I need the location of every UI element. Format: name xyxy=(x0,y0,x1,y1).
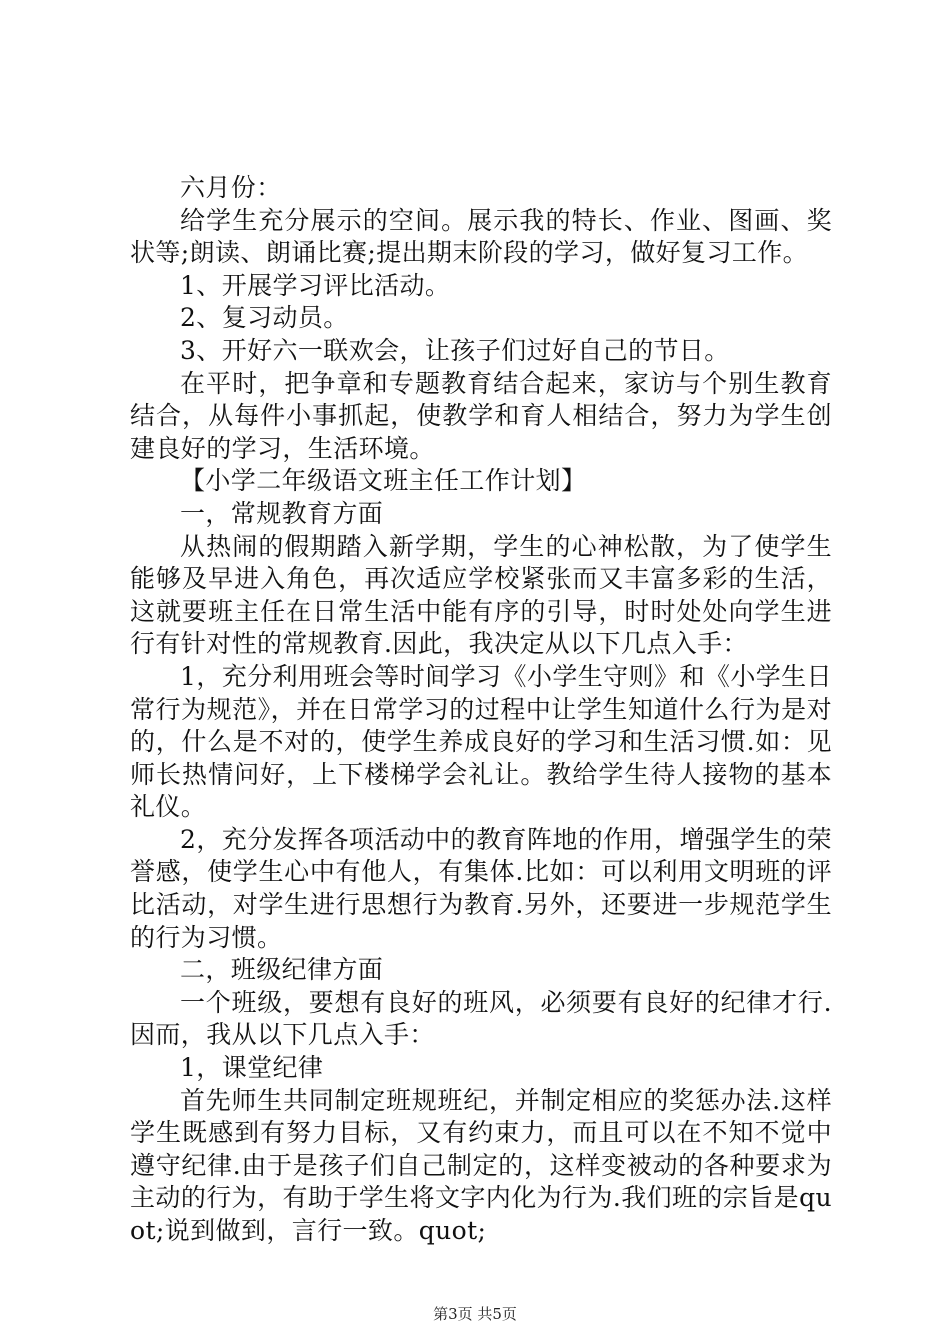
paragraph-point-1: 1，充分利用班会等时间学习《小学生守则》和《小学生日常行为规范》，并在日常学习的过程中让学生知道什么行为是对的，什么是不对的，使学生养成良好的学习和生活习惯.如：见师长热情问好，上下楼梯学会礼让。教给学生待人接物的基本礼仪。 xyxy=(130,661,832,822)
heading-routine-education: 一，常规教育方面 xyxy=(180,498,384,528)
list-item-3: 3、开好六一联欢会，让孩子们过好自己的节日。 xyxy=(180,335,730,365)
paragraph-new-term: 从热闹的假期踏入新学期，学生的心神松散，为了使学生能够及早进入角色，再次适应学校紧张而又丰富多彩的生活，这就要班主任在日常生活中能有序的引导，时时处处向学生进行有针对性的常规教育.因此，我决定从以下几点入手： xyxy=(130,531,832,659)
page-footer: 第3页 共5页 xyxy=(433,1305,517,1323)
heading-classroom-discipline: 1，课堂纪律 xyxy=(180,1053,324,1083)
paragraph-june-display: 给学生充分展示的空间。展示我的特长、作业、图画、奖状等;朗读、朗诵比赛;提出期末阶段的学习，做好复习工作。 xyxy=(130,205,832,268)
paragraph-point-2: 2，充分发挥各项活动中的教育阵地的作用，增强学生的荣誉感，使学生心中有他人，有集体.比如：可以利用文明班的评比活动，对学生进行思想行为教育.另外，还要进一步规范学生的行为习惯。 xyxy=(130,824,832,952)
paragraph-daily: 在平时，把争章和专题教育结合起来，家访与个别生教育结合，从每件小事抓起，使教学和育人相结合，努力为学生创建良好的学习，生活环境。 xyxy=(130,368,832,463)
list-item-2: 2、复习动员。 xyxy=(180,303,349,333)
list-item-1: 1、开展学习评比活动。 xyxy=(180,270,451,300)
month-heading: 六月份： xyxy=(180,173,282,202)
heading-class-discipline: 二，班级纪律方面 xyxy=(180,955,384,985)
paragraph-class-rules: 首先师生共同制定班规班纪，并制定相应的奖惩办法.这样学生既感到有努力目标，又有约束力，而且可以在不知不觉中遵守纪律.由于是孩子们自己制定的，这样变被动的各种要求为主动的行为，有助于学生将文字内化为行为.我们班的宗旨是quot;说到做到，言行一致。quot; xyxy=(130,1085,832,1245)
section-title: 【小学二年级语文班主任工作计划】 xyxy=(180,466,587,496)
paragraph-discipline-intro: 一个班级，要想有良好的班风，必须要有良好的纪律才行.因而，我从以下几点入手： xyxy=(130,987,832,1050)
document-body xyxy=(130,172,832,1248)
